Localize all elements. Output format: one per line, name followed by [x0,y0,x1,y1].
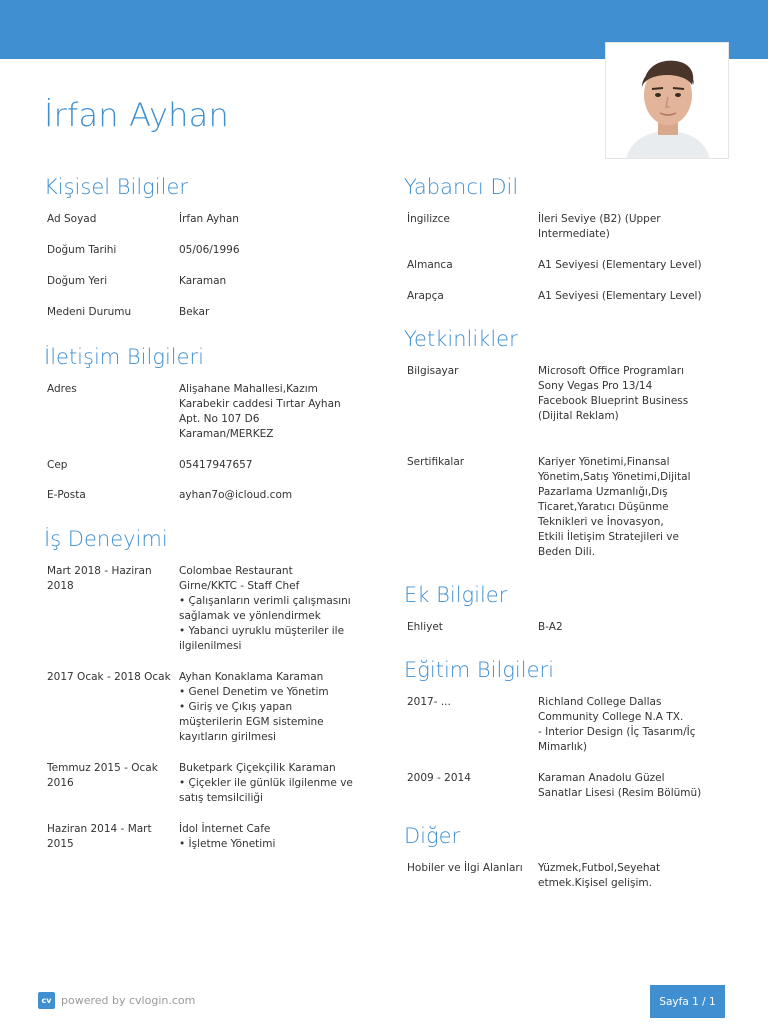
section-additional-info [404,580,734,635]
row-label: Almanca [407,259,453,271]
info-row [404,258,734,273]
info-row [404,620,734,635]
info-row [44,382,364,442]
row-label: Hobiler ve İlgi Alanları [407,862,523,874]
powered-by-text: powered by cvlogin.com [61,994,196,1007]
row-label: Arapça [407,290,444,302]
row-value: Bekar [179,306,210,318]
row-value: Microsoft Office Programları Sony Vegas Pro 13/14 Facebook Blueprint Business (Dijital Reklam) [538,365,689,422]
row-value: İrfan Ayhan [179,213,239,225]
info-row [404,771,734,801]
info-row [404,364,734,424]
row-value: Richland College Dallas Community College N.A TX. - Interior Design (İç Tasarım/İç Mimarlık) [538,696,696,753]
section-education [404,655,734,801]
left-column [44,172,364,852]
row-value: Karaman [179,275,227,287]
row-value: B-A2 [538,621,563,633]
row-label: Temmuz 2015 - Ocak 2016 [47,762,158,789]
info-row [44,488,364,503]
info-row [404,861,734,891]
row-value: Buketpark Çiçekçilik Karaman • Çiçekler ile günlük ilgilenme ve satış temsilciliği [179,762,353,804]
row-label: E-Posta [47,489,86,501]
info-row [44,305,364,320]
section-other [404,821,734,891]
row-value: İleri Seviye (B2) (Upper Intermediate) [538,213,661,240]
row-label: İngilizce [407,213,450,225]
section-languages [404,172,734,304]
info-row [44,458,364,473]
experience-row [44,761,364,806]
row-value: İdol İnternet Cafe • İşletme Yönetimi [179,823,276,850]
row-value: ayhan7o@icloud.com [179,489,293,501]
row-label: Adres [47,383,77,395]
row-value: Colombae Restaurant Girne/KKTC - Staff Chef • Çalışanların verimli çalışmasını sağlamak ve yönlendirmek • Yabanci uyruklu müşteriler ile ilgilenilmesi [179,565,351,652]
section-title: Yabancı Dil [404,175,519,199]
row-value: Kariyer Yönetimi,Finansal Yönetim,Satış Yönetimi,Dijital Pazarlama Uzmanlığı,Dış Ticaret,Yaratıcı Düşünme Teknikleri ve İnovasyon, Etkili İletişim Stratejileri ve Beden Dili. [538,456,691,558]
right-column [404,172,734,891]
row-label: Ehliyet [407,621,443,633]
info-row [44,212,364,227]
info-row [404,289,734,304]
section-title: Ek Bilgiler [404,583,508,607]
row-label: Doğum Tarihi [47,244,117,256]
section-title: İletişim Bilgileri [44,345,205,369]
row-value: A1 Seviyesi (Elementary Level) [538,259,702,271]
section-contact-info [44,342,364,503]
info-row [404,212,734,242]
row-label: Cep [47,459,68,471]
row-label: 2017 Ocak - 2018 Ocak [47,671,171,683]
section-personal-info [44,172,364,320]
row-label: 2017- ... [407,696,451,708]
row-label: Bilgisayar [407,365,459,377]
row-label: Mart 2018 - Haziran 2018 [47,565,152,592]
candidate-name: İrfan Ayhan [44,96,229,134]
row-label: Ad Soyad [47,213,97,225]
row-label: 2009 - 2014 [407,772,471,784]
section-title: Eğitim Bilgileri [404,658,554,682]
profile-photo [605,42,729,159]
section-title: İş Deneyimi [44,527,168,551]
info-row [44,243,364,258]
info-row [44,274,364,289]
experience-row [44,822,364,852]
portrait-image [606,43,729,159]
row-label: Sertifikalar [407,456,465,468]
section-work-experience [44,524,364,852]
section-title: Diğer [404,824,461,848]
page-indicator: Sayfa 1 / 1 [650,985,725,1018]
section-skills [404,324,734,560]
powered-by-link[interactable] [38,992,195,1009]
info-row [404,455,734,560]
row-value: Alişahane Mahallesi,Kazım Karabekir caddesi Tırtar Ayhan Apt. No 107 D6 Karaman/MERKEZ [179,383,341,440]
section-title: Kişisel Bilgiler [44,175,188,199]
experience-row [44,564,364,654]
row-label: Haziran 2014 - Mart 2015 [47,823,152,850]
row-value: 05/06/1996 [179,244,240,256]
row-value: Ayhan Konaklama Karaman • Genel Denetim ve Yönetim • Giriş ve Çıkış yapan müşterilerin EGM sistemine kayıtların girilmesi [179,671,329,743]
cv-logo-icon: cv [38,992,55,1009]
experience-row [44,670,364,745]
row-value: A1 Seviyesi (Elementary Level) [538,290,702,302]
section-title: Yetkinlikler [404,327,518,351]
row-value: 05417947657 [179,459,253,471]
info-row [404,695,734,755]
row-value: Yüzmek,Futbol,Seyehat etmek.Kişisel gelişim. [538,862,661,889]
row-label: Doğum Yeri [47,275,108,287]
row-label: Medeni Durumu [47,306,132,318]
row-value: Karaman Anadolu Güzel Sanatlar Lisesi (Resim Bölümü) [538,772,702,799]
